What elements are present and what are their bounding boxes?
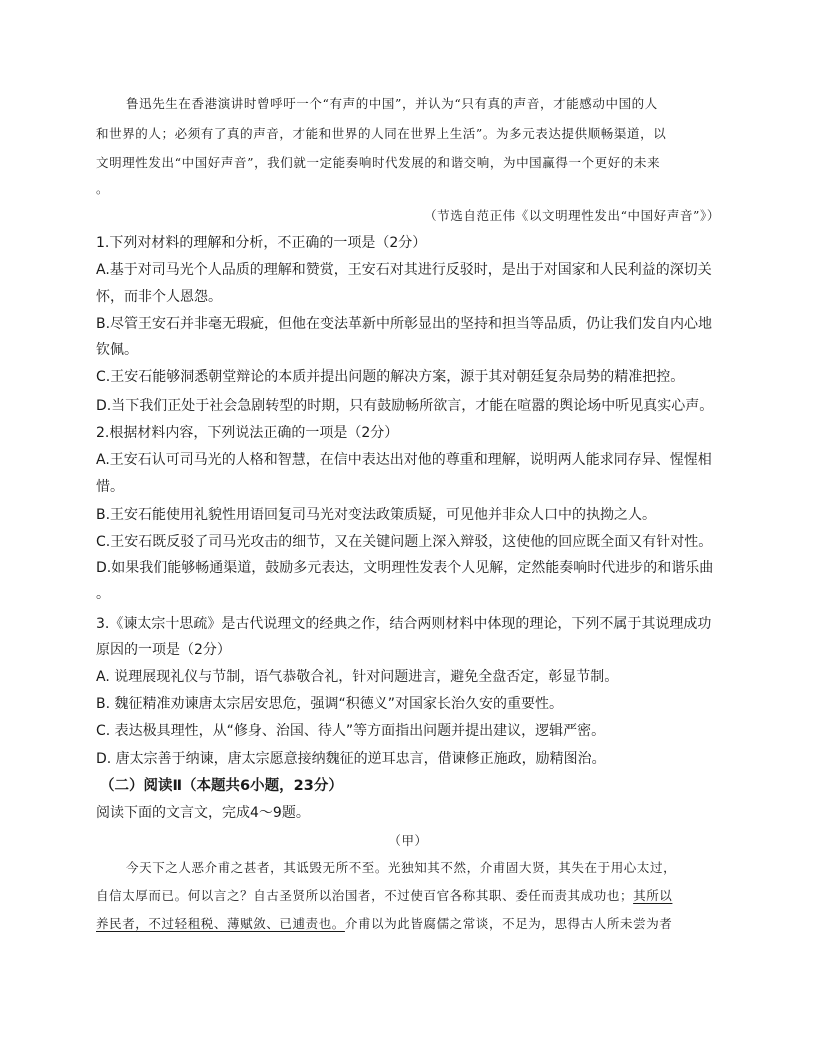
section2-subtitle: （甲）	[388, 833, 428, 848]
passage1-line-1: 鲁迅先生在香港演讲时曾呼吁一个“有声的中国”，并认为“只有真的声音，才能感动中国的人	[126, 96, 658, 111]
passage1-source: （节选自范正伟《以文明理性发出“中国好声音”》）	[424, 208, 720, 223]
q1-stem: 1.下列对材料的理解和分析，不正确的一项是（2分）	[96, 235, 427, 251]
q1-option-a-line-1: A.基于对司马光个人品质的理解和赞赏，王安石对其进行反驳时，是出于对国家和人民利益的深切关	[96, 262, 712, 278]
q3-option-d: D. 唐太宗善于纳谏，唐太宗愿意接纳魏征的逆耳忠言，借谏修正施政，励精图治。	[96, 751, 606, 767]
q2-option-d-line-1: D.如果我们能够畅通渠道，鼓励多元表达，文明理性发表个人见解，定然能奏响时代进步的和谐乐曲	[96, 560, 714, 576]
q3-stem-line-1: 3.《谏太宗十思疏》是古代说理文的经典之作，结合两则材料中体现的理论，下列不属于其说理成功	[96, 616, 712, 632]
q1-option-c: C.王安石能够洞悉朝堂辩论的本质并提出问题的解决方案，源于其对朝廷复杂局势的精准把控。	[96, 369, 685, 385]
classical-underlined-end: 养民者，不过轻租税、薄赋敛、已逋责也。	[96, 916, 345, 931]
q1-option-b-line-2: 钦佩。	[96, 342, 138, 358]
q3-stem-line-2: 原因的一项是（2分）	[96, 642, 231, 658]
q3-option-a: A. 说理展现礼仪与节制，语气恭敬合礼，针对问题进言，避免全盘否定，彰显节制。	[96, 669, 619, 685]
passage1-line-3: 文明理性发出“中国好声音”，我们就一定能奏响时代发展的和谐交响，为中国赢得一个更好的未来	[96, 155, 661, 170]
q2-stem: 2.根据材料内容，下列说法正确的一项是（2分）	[96, 425, 399, 441]
classical-line-2-text: 自信太厚而已。何以言之？自古圣贤所以治国者，不过使百官各称其职、委任而责其成功也；	[96, 888, 634, 903]
q2-option-d-line-2: 。	[96, 586, 110, 602]
q2-option-a-line-1: A.王安石认可司马光的人格和智慧，在信中表达出对他的尊重和理解，说明两人能求同存异、惺惺相	[96, 452, 712, 468]
classical-line-2	[96, 886, 672, 906]
section2-heading: （二）阅读Ⅱ（本题共6小题，23分）	[100, 778, 343, 794]
q2-option-b: B.王安石能使用礼貌性用语回复司马光对变法政策质疑，可见他并非众人口中的执拗之人。	[96, 507, 657, 523]
passage1-line-4: 。	[96, 181, 110, 196]
q1-option-b-line-1: B.尽管王安石并非毫无瑕疵，但他在变法革新中所彰显出的坚持和担当等品质，仍让我们发自内心地	[96, 316, 713, 332]
q3-option-b: B. 魏征精准劝谏唐太宗居安思危，强调“积德义”对国家长治久安的重要性。	[96, 696, 564, 712]
q1-option-d: D.当下我们正处于社会急剧转型的时期，只有鼓励畅所欲言，才能在喧嚣的舆论场中听见真实心声。	[96, 398, 714, 414]
classical-underlined-start: 其所以	[633, 888, 673, 903]
q3-option-c: C. 表达极具理性，从“修身、治国、待人”等方面指出问题并提出建议，逻辑严密。	[96, 723, 606, 739]
classical-line-3	[96, 914, 672, 934]
q2-option-c: C.王安石既反驳了司马光攻击的细节，又在关键问题上深入辩驳，这使他的回应既全面又有针对性。	[96, 534, 713, 550]
classical-line-3-text: 介甫以为此皆腐儒之常谈，不足为，思得古人所未尝为者	[344, 916, 673, 931]
q1-option-a-line-2: 怀，而非个人恩怨。	[96, 289, 222, 305]
classical-line-1: 今天下之人恶介甫之甚者，其诋毁无所不至。光独知其不然，介甫固大贤，其失在于用心太过，	[126, 860, 677, 875]
passage1-line-2: 和世界的人；必须有了真的声音，才能和世界的人同在世界上生活”。为多元表达提供顺畅渠道，以	[96, 126, 667, 141]
q2-option-a-line-2: 惜。	[96, 479, 124, 495]
section2-instruction: 阅读下面的文言文，完成4～9题。	[96, 805, 310, 821]
